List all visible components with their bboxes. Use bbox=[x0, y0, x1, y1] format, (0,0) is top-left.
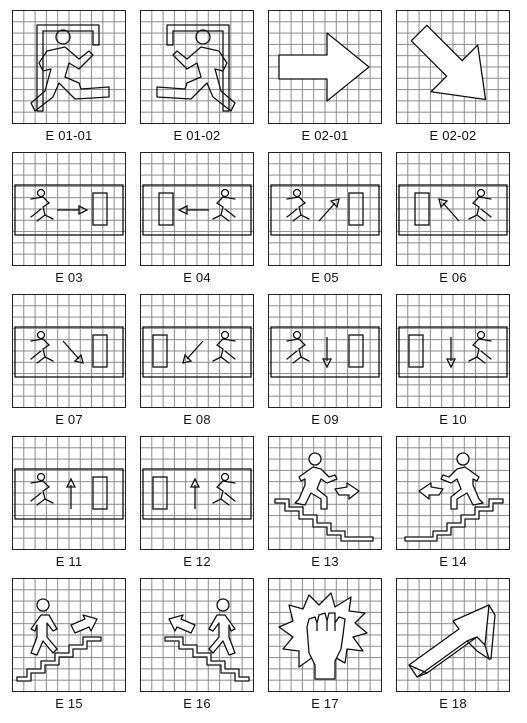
sign-code-label: E 14 bbox=[439, 554, 467, 569]
exit-down-arrow-right-door-icon bbox=[269, 295, 381, 407]
sign-code-label: E 12 bbox=[183, 554, 211, 569]
sign-code-label: E 02-02 bbox=[429, 128, 477, 143]
exit-up-arrow-right-door-icon bbox=[13, 437, 125, 549]
sign-code-label: E 07 bbox=[55, 412, 83, 427]
exit-up-left-arrow-icon bbox=[397, 153, 509, 265]
sign-code-label: E 18 bbox=[439, 696, 467, 711]
sign-tile bbox=[268, 436, 382, 550]
sign-code-label: E 16 bbox=[183, 696, 211, 711]
sign-tile bbox=[268, 152, 382, 266]
stairs-down-right-icon bbox=[269, 437, 381, 549]
sign-tile bbox=[140, 152, 254, 266]
exit-down-arrow-left-door-icon bbox=[397, 295, 509, 407]
sign-code-label: E 05 bbox=[311, 270, 339, 285]
exit-up-right-arrow-icon bbox=[269, 153, 381, 265]
sign-code-label: E 04 bbox=[183, 270, 211, 285]
sign-code-label: E 11 bbox=[55, 554, 83, 569]
sign-tile bbox=[12, 10, 126, 124]
running-man-exit-door-left-icon bbox=[141, 11, 253, 123]
sign-tile bbox=[140, 578, 254, 692]
sign-tile bbox=[396, 436, 510, 550]
sign-tile bbox=[140, 294, 254, 408]
sign-tile bbox=[268, 578, 382, 692]
sign-code-label: E 01-02 bbox=[173, 128, 221, 143]
sign-code-label: E 13 bbox=[311, 554, 339, 569]
sign-tile bbox=[396, 10, 510, 124]
sign-code-label: E 08 bbox=[183, 412, 211, 427]
exit-down-right-arrow-icon bbox=[13, 295, 125, 407]
stairs-down-left-icon bbox=[397, 437, 509, 549]
sign-code-label: E 06 bbox=[439, 270, 467, 285]
sign-tile bbox=[396, 152, 510, 266]
sign-tile bbox=[12, 294, 126, 408]
sign-code-label: E 02-01 bbox=[301, 128, 349, 143]
sign-code-label: E 10 bbox=[439, 412, 467, 427]
arrow-3d-icon bbox=[397, 579, 509, 691]
arrow-down-right-icon bbox=[397, 11, 509, 123]
sign-tile bbox=[396, 578, 510, 692]
sign-code-label: E 09 bbox=[311, 412, 339, 427]
sign-code-label: E 03 bbox=[55, 270, 83, 285]
exit-down-left-arrow-icon bbox=[141, 295, 253, 407]
exit-right-arrow-icon bbox=[13, 153, 125, 265]
sign-tile bbox=[12, 578, 126, 692]
sign-tile bbox=[396, 294, 510, 408]
running-man-exit-door-right-icon bbox=[13, 11, 125, 123]
sign-code-label: E 01-01 bbox=[45, 128, 93, 143]
sign-tile bbox=[140, 10, 254, 124]
exit-up-arrow-left-door-icon bbox=[141, 437, 253, 549]
sign-tile bbox=[268, 10, 382, 124]
stairs-up-right-icon bbox=[13, 579, 125, 691]
exit-left-arrow-icon bbox=[141, 153, 253, 265]
sign-code-label: E 15 bbox=[55, 696, 83, 711]
sign-tile bbox=[12, 436, 126, 550]
sign-code-label: E 17 bbox=[311, 696, 339, 711]
break-glass-hand-icon bbox=[269, 579, 381, 691]
arrow-right-icon bbox=[269, 11, 381, 123]
sign-tile bbox=[140, 436, 254, 550]
sign-tile bbox=[268, 294, 382, 408]
sign-tile bbox=[12, 152, 126, 266]
stairs-up-left-icon bbox=[141, 579, 253, 691]
